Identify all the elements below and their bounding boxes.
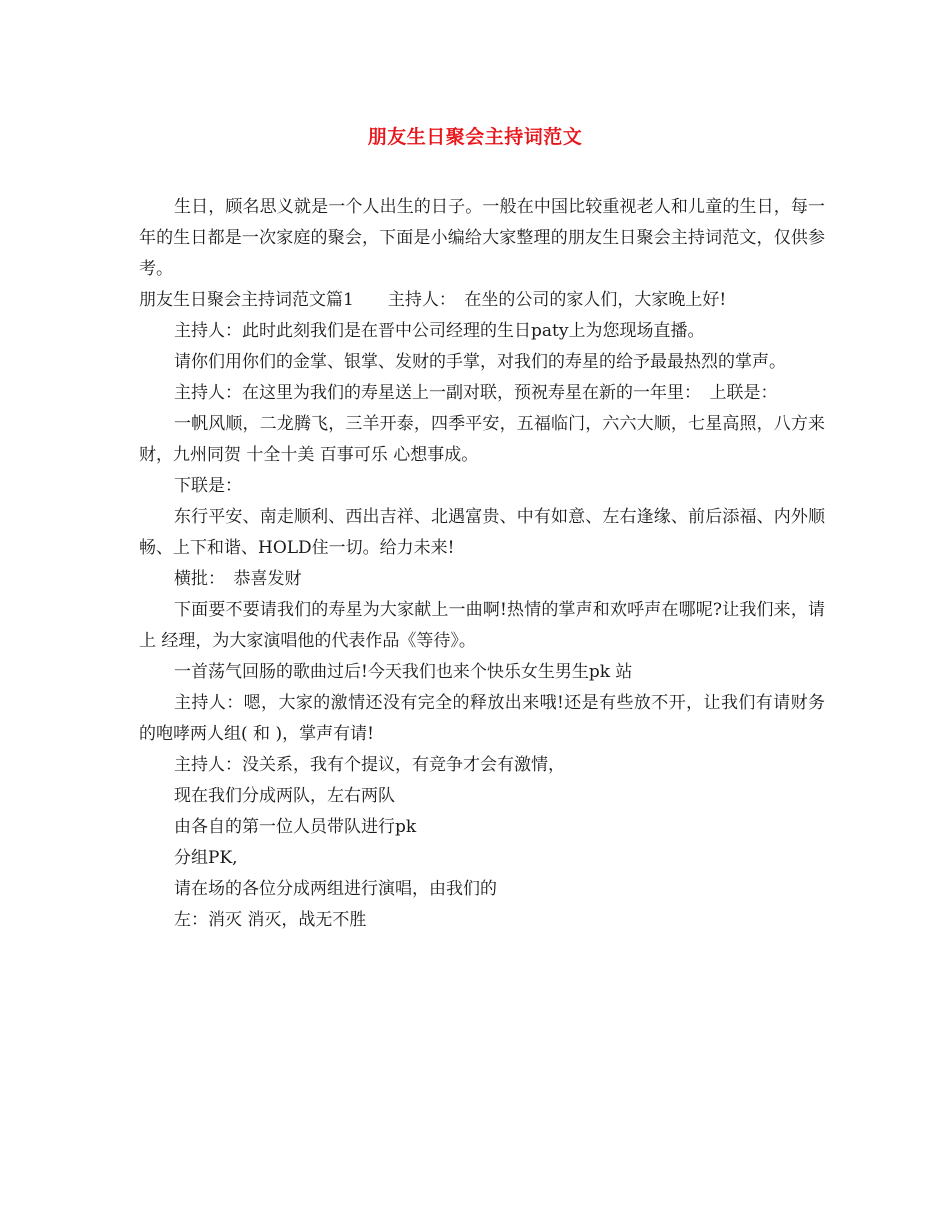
paragraph: 现在我们分成两队，左右两队 bbox=[174, 786, 395, 806]
document-body bbox=[139, 192, 825, 936]
paragraph-section-heading: 朋友生日聚会主持词范文篇1 主持人： 在坐的公司的家人们，大家晚上好! bbox=[139, 290, 727, 310]
paragraph-intro: 生日，顾名思义就是一个人出生的日子。一般在中国比较重视老人和儿童的生日，每一年的生日都是一次家庭的聚会，下面是小编给大家整理的朋友生日聚会主持词范文，仅供参考。 bbox=[139, 197, 825, 279]
paragraph-horizontal-scroll: 横批： 恭喜发财 bbox=[174, 569, 302, 589]
paragraph: 主持人：在这里为我们的寿星送上一副对联，预祝寿星在新的一年里： 上联是： bbox=[174, 383, 778, 403]
paragraph: 主持人：没关系，我有个提议，有竞争才会有激情， bbox=[174, 755, 565, 775]
paragraph: 分组PK, bbox=[174, 848, 238, 868]
paragraph: 下联是： bbox=[174, 476, 242, 496]
paragraph-upper-couplet: 一帆风顺，二龙腾飞，三羊开泰，四季平安，五福临门，六六大顺，七星高照，八方来财，九州同贺 十全十美 百事可乐 心想事成。 bbox=[139, 414, 825, 465]
paragraph: 主持人：此时此刻我们是在晋中公司经理的生日paty上为您现场直播。 bbox=[174, 321, 705, 341]
paragraph: 由各自的第一位人员带队进行pk bbox=[174, 817, 417, 837]
paragraph: 请在场的各位分成两组进行演唱，由我们的 bbox=[174, 879, 497, 899]
paragraph: 左：消灭 消灭，战无不胜 bbox=[174, 910, 367, 930]
paragraph-lower-couplet: 东行平安、南走顺利、西出吉祥、北遇富贵、中有如意、左右逢缘、前后添福、内外顺畅、上下和谐、HOLD住一切。给力未来! bbox=[139, 507, 825, 558]
document-title: 朋友生日聚会主持词范文 bbox=[367, 126, 583, 148]
paragraph: 请你们用你们的金掌、银掌、发财的手掌，对我们的寿星的给予最最热烈的掌声。 bbox=[174, 352, 786, 372]
paragraph: 一首荡气回肠的歌曲过后!今天我们也来个快乐女生男生pk 站 bbox=[174, 662, 633, 682]
paragraph: 主持人：嗯，大家的激情还没有完全的释放出来哦!还是有些放不开，让我们有请财务的咆哮两人组( 和 )，掌声有请! bbox=[139, 693, 825, 744]
paragraph: 下面要不要请我们的寿星为大家献上一曲啊!热情的掌声和欢呼声在哪呢?让我们来，请上 经理，为大家演唱他的代表作品《等待》。 bbox=[139, 600, 825, 651]
